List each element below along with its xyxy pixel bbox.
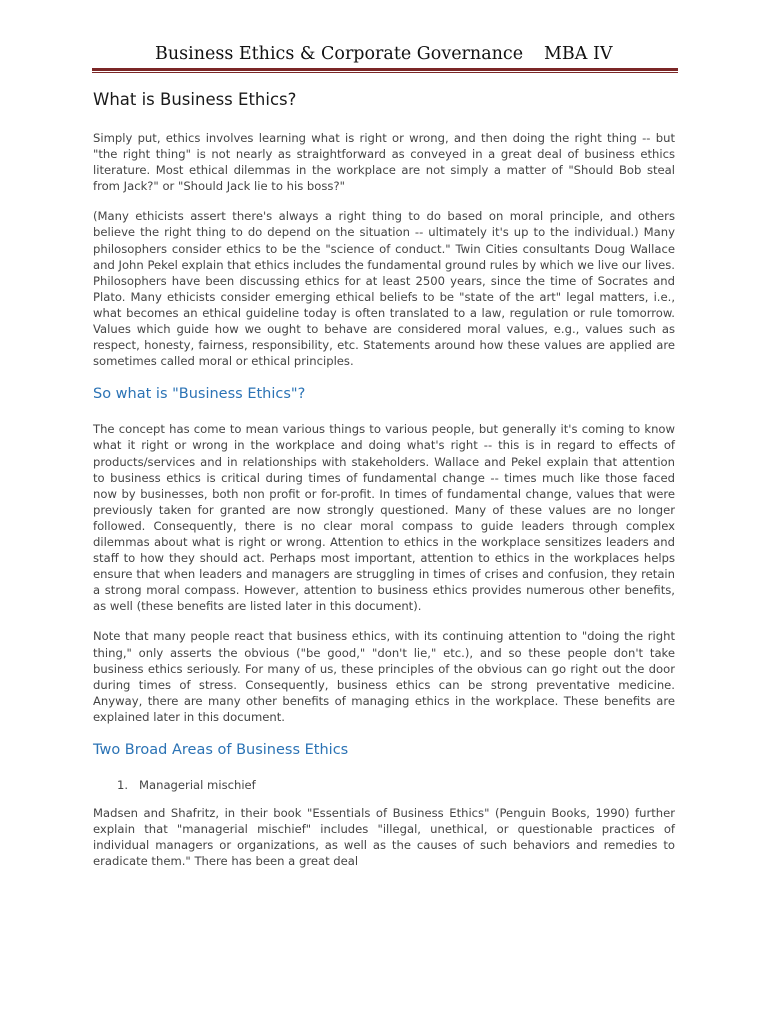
list-item-text: Managerial mischief <box>139 778 256 792</box>
document-body <box>93 88 675 883</box>
paragraph: Note that many people react that business ethics, with its continuing attention to "doing the right thing," only asserts the obvious ("be good," "don't lie," etc.), and so these people don't take business ethics seriously. For many of us, these principles of the obvious can go right out the door during times of stress. Consequently, business ethics can be strong preventative medicine. Anyway, there are many other benefits of managing ethics in the workplace. These benefits are explained later in this document. <box>93 629 675 724</box>
header-title: Business Ethics & Corporate Governance <box>155 44 524 64</box>
list-item <box>93 777 675 793</box>
list-item-number: 1. <box>117 778 129 792</box>
section-heading-two-broad-areas: Two Broad Areas of Business Ethics <box>93 742 349 758</box>
paragraph: Simply put, ethics involves learning what is right or wrong, and then doing the right thing -- but "the right thing" is not nearly as straightforward as conveyed in a great deal of business ethics literature. Most ethical dilemmas in the workplace are not simply a matter of "Should Bob steal from Jack?" or "Should Jack lie to his boss?" <box>93 131 675 194</box>
page-header <box>92 42 678 68</box>
section-heading-what-is-business-ethics: What is Business Ethics? <box>93 90 297 109</box>
paragraph: The concept has come to mean various things to various people, but generally it's coming to know what it right or wrong in the workplace and doing what's right -- this is in regard to effects of products/services and in relationships with stakeholders. Wallace and Pekel explain that attention to business ethics is critical during times of fundamental change -- times much like those faced now by businesses, both non profit or for-profit. In times of fundamental change, values that were previously taken for granted are now strongly questioned. Many of these values are no longer followed. Consequently, there is no clear moral compass to guide leaders through complex dilemmas about what is right or wrong. Attention to ethics in the workplace sensitizes leaders and staff to how they should act. Perhaps most important, attention to ethics in the workplaces helps ensure that when leaders and managers are struggling in times of crises and confusion, they retain a strong moral compass. However, attention to business ethics provides numerous other benefits, as well (these benefits are listed later in this document). <box>93 422 675 614</box>
paragraph: Madsen and Shafritz, in their book "Essentials of Business Ethics" (Penguin Books, 1990) further explain that "managerial mischief" includes "illegal, unethical, or questionable practices of individual managers or organizations, as well as the causes of such behaviors and remedies to eradicate them." There has been a great deal <box>93 806 675 869</box>
header-rule-thick <box>92 68 678 71</box>
paragraph: (Many ethicists assert there's always a right thing to do based on moral principle, and others believe the right thing to do depend on the situation -- ultimately it's up to the individual.) Many philosophers consider ethics to be the "science of conduct." Twin Cities consultants Doug Wallace and John Pekel explain that ethics includes the fundamental ground rules by which we live our lives. Philosophers have been discussing ethics for at least 2500 years, since the time of Socrates and Plato. Many ethicists consider emerging ethical beliefs to be "state of the art" legal matters, i.e., what becomes an ethical guideline today is often translated to a law, regulation or rule tomorrow. Values which guide how we ought to behave are considered moral values, e.g., values such as respect, honesty, fairness, responsibility, etc. Statements around how these values are applied are sometimes called moral or ethical principles. <box>93 209 675 369</box>
header-rule-thin <box>92 72 678 73</box>
section-heading-so-what-is-business-ethics: So what is "Business Ethics"? <box>93 386 306 403</box>
header-course: MBA IV <box>544 44 613 64</box>
